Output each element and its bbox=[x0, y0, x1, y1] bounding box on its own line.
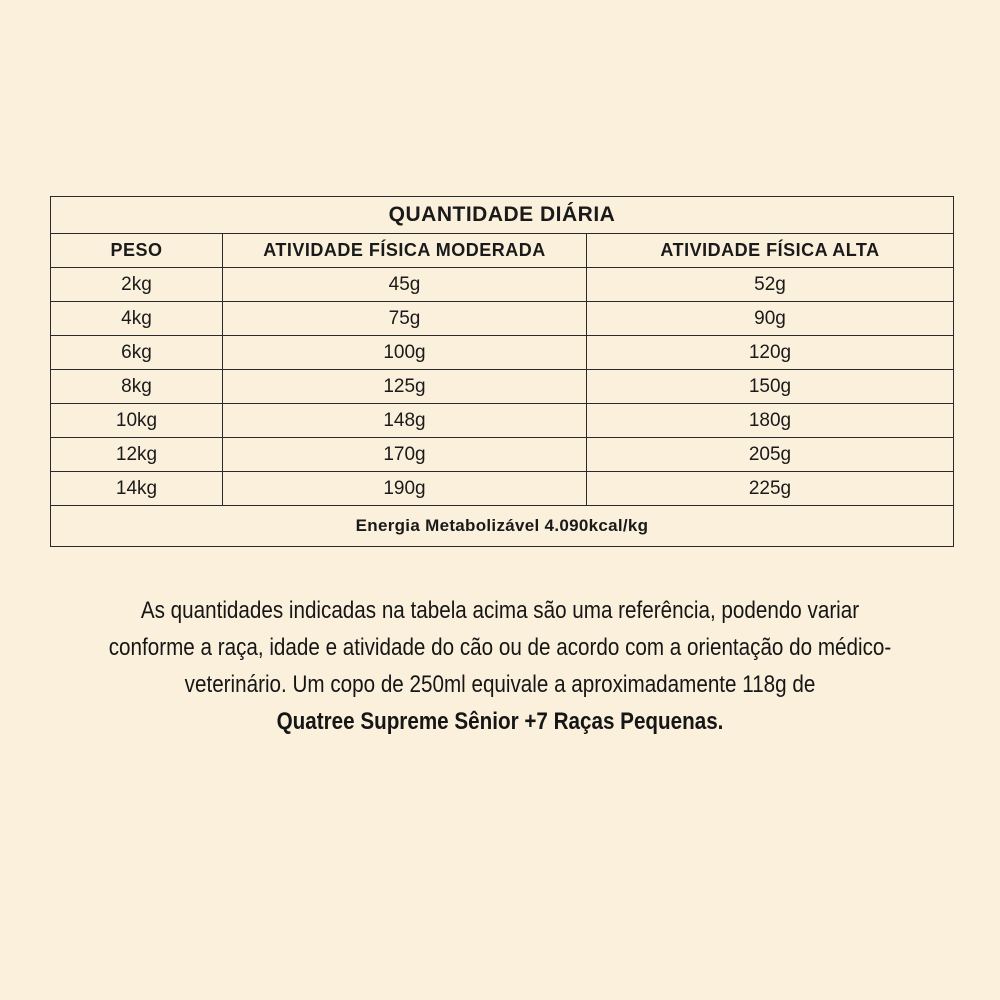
cell-alta: 150g bbox=[587, 370, 954, 404]
cell-peso: 2kg bbox=[51, 268, 223, 302]
cell-moderada: 45g bbox=[223, 268, 587, 302]
note-text: As quantidades indicadas na tabela acima são uma referência, podendo variar conforme a raça, idade e atividade do cão ou de acordo com a orientação do médico-veterinário. Um copo de 250ml equivale a aproximadamente 118g de bbox=[108, 597, 892, 698]
cell-moderada: 190g bbox=[223, 472, 587, 506]
cell-peso: 12kg bbox=[51, 438, 223, 472]
table-row bbox=[51, 472, 954, 506]
feeding-note bbox=[104, 592, 895, 740]
table-row bbox=[51, 302, 954, 336]
cell-peso: 8kg bbox=[51, 370, 223, 404]
table-title-row bbox=[51, 197, 954, 234]
table-row bbox=[51, 438, 954, 472]
table-row bbox=[51, 404, 954, 438]
table-row bbox=[51, 370, 954, 404]
cell-alta: 52g bbox=[587, 268, 954, 302]
cell-moderada: 148g bbox=[223, 404, 587, 438]
cell-moderada: 125g bbox=[223, 370, 587, 404]
table-title: QUANTIDADE DIÁRIA bbox=[51, 197, 954, 234]
feeding-table bbox=[50, 196, 954, 547]
header-atividade-moderada: ATIVIDADE FÍSICA MODERADA bbox=[223, 234, 587, 268]
header-atividade-alta: ATIVIDADE FÍSICA ALTA bbox=[587, 234, 954, 268]
cell-peso: 4kg bbox=[51, 302, 223, 336]
cell-moderada: 100g bbox=[223, 336, 587, 370]
cell-peso: 10kg bbox=[51, 404, 223, 438]
cell-alta: 205g bbox=[587, 438, 954, 472]
table-header-row bbox=[51, 234, 954, 268]
table-footer-row bbox=[51, 506, 954, 547]
table-row bbox=[51, 268, 954, 302]
cell-alta: 180g bbox=[587, 404, 954, 438]
header-peso: PESO bbox=[51, 234, 223, 268]
cell-alta: 225g bbox=[587, 472, 954, 506]
cell-peso: 14kg bbox=[51, 472, 223, 506]
cell-moderada: 75g bbox=[223, 302, 587, 336]
feeding-table-container bbox=[50, 196, 953, 547]
energy-footer: Energia Metabolizável 4.090kcal/kg bbox=[51, 506, 954, 547]
cell-alta: 90g bbox=[587, 302, 954, 336]
cell-moderada: 170g bbox=[223, 438, 587, 472]
product-name: Quatree Supreme Sênior +7 Raças Pequenas. bbox=[276, 708, 724, 735]
table-row bbox=[51, 336, 954, 370]
cell-alta: 120g bbox=[587, 336, 954, 370]
cell-peso: 6kg bbox=[51, 336, 223, 370]
